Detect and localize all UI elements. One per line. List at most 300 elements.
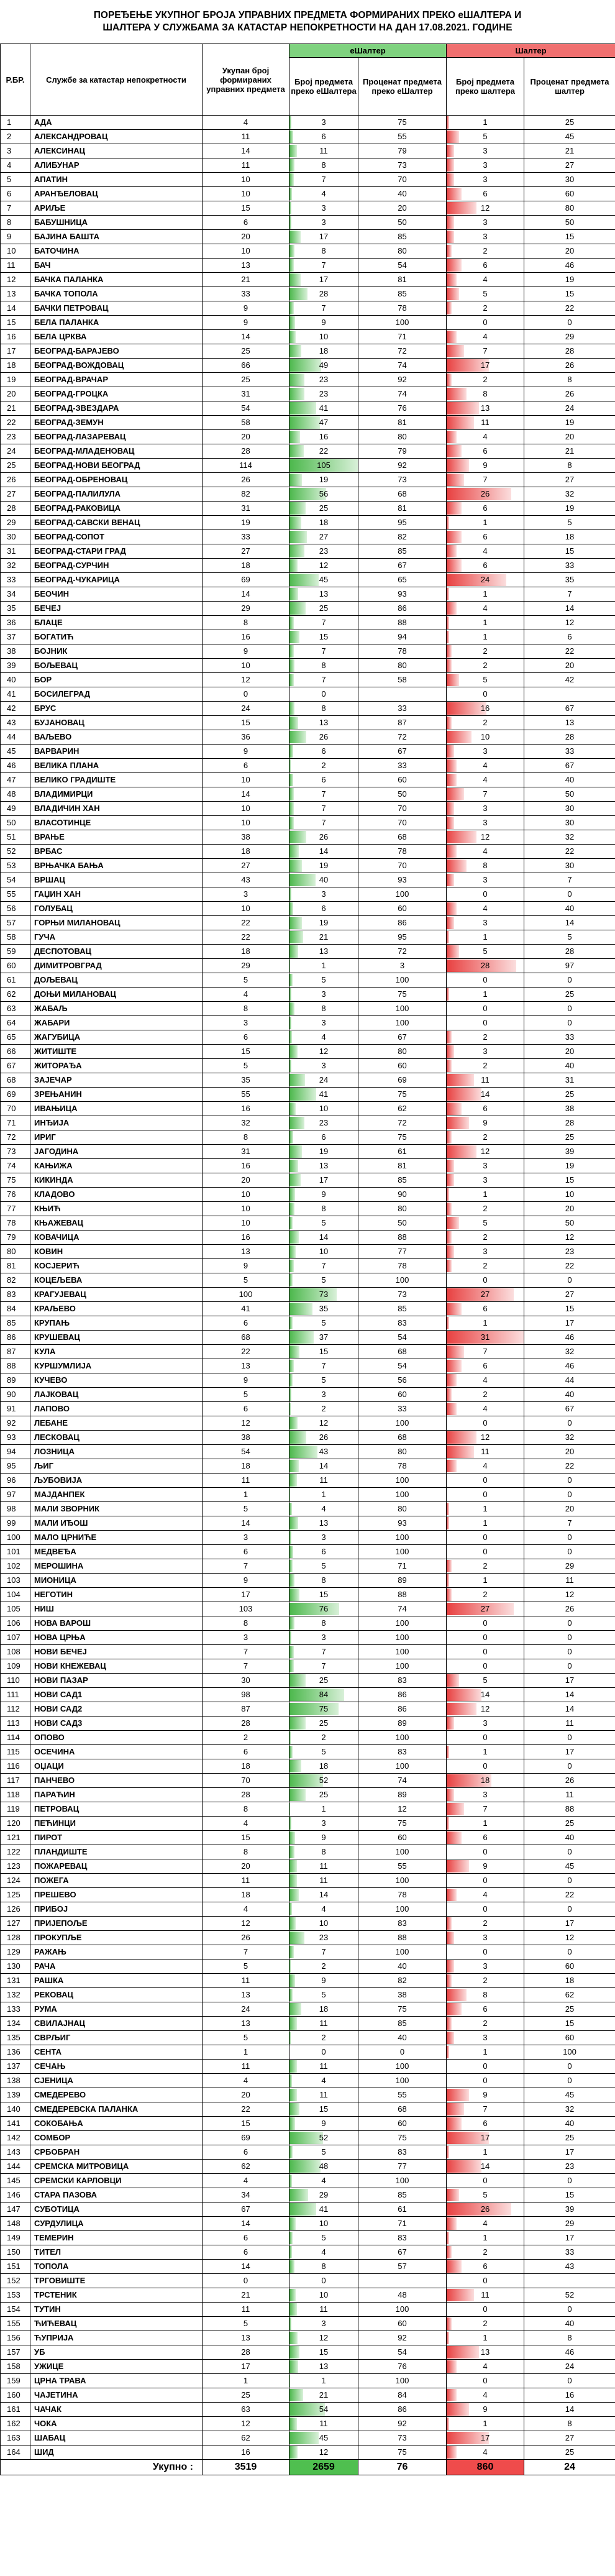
esalter-percent: 80 — [358, 1202, 447, 1216]
total-count: 5 — [203, 1960, 289, 1974]
esalter-count-value: 4 — [321, 2076, 326, 2085]
salter-percent: 15 — [524, 2188, 615, 2202]
salter-count — [447, 1731, 524, 1745]
salter-percent: 12 — [524, 1931, 615, 1945]
esalter-percent: 83 — [358, 1674, 447, 1688]
esalter-databar — [289, 1960, 291, 1973]
salter-databar — [447, 531, 462, 543]
esalter-databar — [289, 645, 294, 658]
salter-count-value: 3 — [483, 175, 488, 184]
total-count: 1 — [203, 2374, 289, 2388]
row-number: 128 — [1, 1931, 30, 1945]
total-count: 33 — [203, 530, 289, 544]
esalter-count — [289, 830, 358, 845]
salter-databar — [447, 802, 454, 815]
esalter-percent: 100 — [358, 1273, 447, 1288]
salter-percent: 17 — [524, 1917, 615, 1931]
row-number: 155 — [1, 2317, 30, 2331]
table-row — [1, 1445, 615, 1459]
salter-percent: 8 — [524, 459, 615, 473]
table-row — [1, 1516, 615, 1531]
esalter-databar — [289, 2017, 297, 2030]
salter-count — [447, 430, 524, 444]
salter-percent: 24 — [524, 401, 615, 416]
esalter-databar — [289, 2132, 323, 2144]
esalter-count-value: 5 — [321, 975, 326, 984]
esalter-percent: 86 — [358, 1688, 447, 1702]
salter-percent: 8 — [524, 2417, 615, 2431]
salter-percent: 40 — [524, 1059, 615, 1073]
esalter-count-value: 5 — [321, 2233, 326, 2242]
esalter-count — [289, 673, 358, 687]
salter-count-value: 17 — [480, 2133, 490, 2142]
salter-databar — [447, 545, 457, 557]
salter-percent: 40 — [524, 1831, 615, 1845]
esalter-count — [289, 473, 358, 487]
row-number: 71 — [1, 1116, 30, 1130]
table-row — [1, 2045, 615, 2060]
salter-percent — [524, 2274, 615, 2288]
esalter-percent: 33 — [358, 1402, 447, 1416]
salter-percent: 8 — [524, 2331, 615, 2345]
esalter-databar — [289, 902, 293, 915]
esalter-percent: 100 — [358, 1902, 447, 1917]
row-number: 32 — [1, 559, 30, 573]
table-row — [1, 1631, 615, 1645]
salter-databar — [447, 1517, 449, 1529]
total-count: 10 — [203, 902, 289, 916]
salter-databar — [447, 1446, 474, 1458]
salter-percent: 20 — [524, 1202, 615, 1216]
salter-databar — [447, 1217, 459, 1229]
esalter-percent: 81 — [358, 502, 447, 516]
table-row — [1, 1231, 615, 1245]
esalter-count — [289, 401, 358, 416]
table-row — [1, 2274, 615, 2288]
esalter-databar — [289, 1217, 293, 1229]
total-count: 31 — [203, 387, 289, 401]
row-number: 151 — [1, 2260, 30, 2274]
office-name: БЕОГРАД-СОПОТ — [30, 530, 203, 544]
office-name: ЧАЧАК — [30, 2403, 203, 2417]
esalter-count — [289, 2431, 358, 2445]
esalter-count — [289, 1845, 358, 1859]
salter-databar — [447, 502, 462, 515]
esalter-percent: 100 — [358, 1416, 447, 1431]
salter-percent: 17 — [524, 2145, 615, 2160]
esalter-databar — [289, 1703, 339, 1715]
salter-percent: 25 — [524, 2131, 615, 2145]
row-number: 145 — [1, 2174, 30, 2188]
salter-count-value: 0 — [483, 2061, 488, 2071]
office-name: КЊАЖЕВАЦ — [30, 1216, 203, 1231]
salter-count — [447, 1802, 524, 1817]
salter-percent: 0 — [524, 1545, 615, 1559]
salter-databar — [447, 1088, 481, 1101]
salter-count — [447, 745, 524, 759]
table-row — [1, 173, 615, 187]
esalter-databar — [289, 1803, 290, 1815]
row-number: 135 — [1, 2031, 30, 2045]
total-count: 16 — [203, 1102, 289, 1116]
total-count: 7 — [203, 1945, 289, 1960]
table-row — [1, 1859, 615, 1874]
total-count: 22 — [203, 1345, 289, 1359]
table-row — [1, 1917, 615, 1931]
esalter-count-value: 11 — [319, 2304, 328, 2314]
esalter-databar — [289, 1002, 294, 1015]
esalter-databar — [289, 316, 295, 329]
salter-count-value: 2 — [483, 2319, 488, 2328]
total-count: 3 — [203, 1016, 289, 1030]
salter-count — [447, 344, 524, 359]
row-number: 67 — [1, 1059, 30, 1073]
esalter-count-value: 11 — [319, 1861, 328, 1871]
esalter-databar — [289, 1145, 302, 1158]
esalter-databar — [289, 531, 307, 543]
office-name: СМЕДЕРЕВО — [30, 2088, 203, 2102]
esalter-percent: 95 — [358, 516, 447, 530]
esalter-databar — [289, 1060, 291, 1072]
office-name: ПРИБОЈ — [30, 1902, 203, 1917]
esalter-count-value: 19 — [319, 918, 329, 927]
esalter-count — [289, 2403, 358, 2417]
row-number: 103 — [1, 1574, 30, 1588]
table-row — [1, 1802, 615, 1817]
row-number: 40 — [1, 673, 30, 687]
esalter-count-value: 19 — [319, 475, 329, 484]
salter-databar — [447, 2360, 457, 2373]
header-esalter-group: еШалтер — [289, 44, 447, 58]
esalter-databar — [289, 1160, 298, 1172]
total-count: 10 — [203, 1188, 289, 1202]
row-number: 20 — [1, 387, 30, 401]
esalter-count — [289, 1516, 358, 1531]
salter-count-value: 6 — [483, 503, 488, 513]
office-name: ВРЊАЧКА БАЊА — [30, 859, 203, 873]
salter-percent: 20 — [524, 244, 615, 259]
total-count: 103 — [203, 1602, 289, 1616]
salter-count-value: 2 — [483, 1032, 488, 1042]
office-name: МЕРОШИНА — [30, 1559, 203, 1574]
esalter-count — [289, 602, 358, 616]
salter-percent: 22 — [524, 1259, 615, 1273]
salter-percent: 50 — [524, 787, 615, 802]
salter-count — [447, 2260, 524, 2274]
esalter-databar — [289, 1503, 292, 1515]
total-count: 21 — [203, 2288, 289, 2303]
office-name: СУРДУЛИЦА — [30, 2217, 203, 2231]
esalter-count-value: 2 — [321, 1404, 326, 1413]
salter-count — [447, 2303, 524, 2317]
esalter-databar — [289, 474, 302, 486]
salter-databar — [447, 1831, 462, 1844]
salter-percent: 0 — [524, 2303, 615, 2317]
total-count: 8 — [203, 1802, 289, 1817]
salter-percent: 0 — [524, 2060, 615, 2074]
salter-percent: 25 — [524, 2445, 615, 2460]
salter-count — [447, 2160, 524, 2174]
salter-percent: 60 — [524, 187, 615, 201]
esalter-count — [289, 745, 358, 759]
esalter-count — [289, 773, 358, 787]
table-row — [1, 530, 615, 544]
total-count: 0 — [203, 2274, 289, 2288]
esalter-count-value: 7 — [321, 789, 326, 799]
esalter-count — [289, 1059, 358, 1073]
salter-count — [447, 259, 524, 273]
table-row — [1, 630, 615, 644]
esalter-databar — [289, 2346, 299, 2358]
total-count: 6 — [203, 2245, 289, 2260]
office-name: БЕОГРАД-СУРЧИН — [30, 559, 203, 573]
esalter-databar — [289, 774, 293, 786]
esalter-databar — [289, 1031, 292, 1043]
esalter-percent: 88 — [358, 1231, 447, 1245]
salter-percent: 8 — [524, 373, 615, 387]
esalter-databar — [289, 1331, 314, 1344]
office-name: ЛАЈКОВАЦ — [30, 1388, 203, 1402]
row-number: 14 — [1, 301, 30, 316]
office-name: СРБОБРАН — [30, 2145, 203, 2160]
salter-count — [447, 2331, 524, 2345]
office-name: АРАНЂЕЛОВАЦ — [30, 187, 203, 201]
row-number: 11 — [1, 259, 30, 273]
salter-databar — [447, 2146, 449, 2158]
esalter-count — [289, 1888, 358, 1902]
office-name: ПИРОТ — [30, 1831, 203, 1845]
table-row — [1, 273, 615, 287]
esalter-count-value: 84 — [319, 1690, 329, 1699]
total-count: 12 — [203, 2417, 289, 2431]
esalter-databar — [289, 1989, 293, 2001]
salter-count — [447, 673, 524, 687]
esalter-databar — [289, 1846, 294, 1858]
esalter-databar — [289, 2089, 297, 2101]
esalter-count-value: 4 — [321, 189, 326, 198]
salter-count-value: 5 — [483, 1675, 488, 1685]
salter-count — [447, 516, 524, 530]
esalter-percent: 54 — [358, 2345, 447, 2360]
salter-count-value: 0 — [483, 2176, 488, 2185]
table-row — [1, 1073, 615, 1088]
salter-count-value: 4 — [483, 761, 488, 770]
row-number: 84 — [1, 1302, 30, 1316]
office-name: ПАНЧЕВО — [30, 1774, 203, 1788]
salter-count — [447, 1845, 524, 1859]
row-number: 125 — [1, 1888, 30, 1902]
total-count: 18 — [203, 559, 289, 573]
salter-percent: 29 — [524, 1559, 615, 1574]
salter-databar — [447, 1588, 452, 1601]
row-number: 89 — [1, 1373, 30, 1388]
salter-count-value: 3 — [483, 1161, 488, 1170]
office-name: ШАБАЦ — [30, 2431, 203, 2445]
esalter-databar — [289, 1203, 294, 1215]
esalter-percent: 12 — [358, 1802, 447, 1817]
salter-count — [447, 1316, 524, 1331]
esalter-databar — [289, 1360, 294, 1372]
esalter-percent: 55 — [358, 130, 447, 144]
salter-percent: 60 — [524, 1960, 615, 1974]
salter-count-value: 2 — [483, 1590, 488, 1599]
office-name: АЛЕКСИНАЦ — [30, 144, 203, 158]
esalter-databar — [289, 559, 298, 572]
salter-count-value: 7 — [483, 346, 488, 355]
total-count: 70 — [203, 1774, 289, 1788]
salter-count-value: 6 — [483, 532, 488, 541]
esalter-count — [289, 373, 358, 387]
office-name: БЕОГРАД-РАКОВИЦА — [30, 502, 203, 516]
salter-count-value: 3 — [483, 1047, 488, 1056]
salter-count — [447, 2088, 524, 2102]
esalter-databar — [289, 1017, 291, 1029]
salter-count — [447, 1616, 524, 1631]
esalter-databar — [289, 1517, 298, 1529]
esalter-count-value: 18 — [319, 1761, 329, 1771]
salter-percent: 40 — [524, 2117, 615, 2131]
esalter-percent: 72 — [358, 945, 447, 959]
salter-count-value: 1 — [483, 1575, 488, 1585]
esalter-percent: 83 — [358, 1316, 447, 1331]
total-count: 27 — [203, 544, 289, 559]
office-name: НОВИ САД2 — [30, 1702, 203, 1717]
salter-count — [447, 287, 524, 301]
total-count: 68 — [203, 1331, 289, 1345]
esalter-databar — [289, 188, 292, 200]
salter-percent: 17 — [524, 1316, 615, 1331]
salter-databar — [447, 2089, 469, 2101]
salter-count — [447, 144, 524, 158]
esalter-count-value: 13 — [319, 589, 329, 598]
esalter-percent: 83 — [358, 1745, 447, 1759]
esalter-count — [289, 573, 358, 587]
esalter-databar — [289, 974, 293, 986]
office-name: БЕЛА ПАЛАНКА — [30, 316, 203, 330]
table-row — [1, 2131, 615, 2145]
esalter-count — [289, 1288, 358, 1302]
esalter-count-value: 5 — [321, 1275, 326, 1285]
salter-percent: 24 — [524, 2360, 615, 2374]
salter-percent: 0 — [524, 2074, 615, 2088]
esalter-databar — [289, 1660, 294, 1672]
esalter-count-value: 48 — [319, 2161, 329, 2171]
row-number: 127 — [1, 1917, 30, 1931]
office-name: БАЧКА ТОПОЛА — [30, 287, 203, 301]
esalter-databar — [289, 502, 306, 515]
esalter-count-value: 8 — [321, 160, 326, 170]
table-row — [1, 616, 615, 630]
totals-total: 3519 — [203, 2460, 289, 2475]
esalter-count — [289, 1073, 358, 1088]
esalter-databar — [289, 1603, 339, 1615]
esalter-databar — [289, 2003, 301, 2015]
salter-percent: 35 — [524, 573, 615, 587]
salter-count-value: 4 — [483, 2219, 488, 2228]
salter-count — [447, 959, 524, 973]
table-row — [1, 1102, 615, 1116]
salter-count — [447, 1602, 524, 1616]
salter-count-value: 9 — [483, 2090, 488, 2099]
office-name: РУМА — [30, 2002, 203, 2017]
salter-count-value: 17 — [480, 2433, 490, 2442]
total-count: 38 — [203, 830, 289, 845]
office-name: УБ — [30, 2345, 203, 2360]
salter-count-value: 7 — [483, 2104, 488, 2114]
esalter-count — [289, 201, 358, 216]
salter-percent: 27 — [524, 158, 615, 173]
salter-count — [447, 2374, 524, 2388]
salter-count — [447, 1359, 524, 1373]
esalter-databar — [289, 988, 291, 1001]
esalter-percent: 74 — [358, 387, 447, 401]
salter-databar — [447, 874, 454, 886]
esalter-count-value: 2 — [321, 761, 326, 770]
salter-count — [447, 2288, 524, 2303]
header-s-count: Број предмета преко шалтера — [447, 58, 524, 116]
office-name: УЖИЦЕ — [30, 2360, 203, 2374]
total-count: 18 — [203, 845, 289, 859]
esalter-count — [289, 2445, 358, 2460]
salter-percent: 0 — [524, 1616, 615, 1631]
salter-count-value: 3 — [483, 1175, 488, 1185]
esalter-percent: 70 — [358, 816, 447, 830]
office-name: ГАЏИН ХАН — [30, 887, 203, 902]
salter-count-value: 6 — [483, 1833, 488, 1842]
row-number: 109 — [1, 1659, 30, 1674]
esalter-count — [289, 1373, 358, 1388]
salter-percent: 22 — [524, 1459, 615, 1474]
total-count: 55 — [203, 1088, 289, 1102]
esalter-count-value: 19 — [319, 1147, 329, 1156]
esalter-count-value: 5 — [321, 1218, 326, 1227]
salter-percent: 10 — [524, 1188, 615, 1202]
table-body — [1, 116, 615, 2460]
esalter-databar — [289, 631, 299, 643]
salter-percent: 15 — [524, 1173, 615, 1188]
table-row — [1, 1774, 615, 1788]
salter-count-value: 5 — [483, 289, 488, 298]
esalter-count — [289, 1931, 358, 1945]
total-count: 41 — [203, 1302, 289, 1316]
salter-databar — [447, 2160, 481, 2173]
esalter-percent: 74 — [358, 1774, 447, 1788]
table-row — [1, 2217, 615, 2231]
salter-count — [447, 1688, 524, 1702]
header-e-count: Број предмета преко еШалтера — [289, 58, 358, 116]
table-row — [1, 716, 615, 730]
esalter-count-value: 25 — [319, 1718, 329, 1728]
row-number: 118 — [1, 1788, 30, 1802]
table-row — [1, 916, 615, 930]
total-count: 10 — [203, 173, 289, 187]
salter-percent: 26 — [524, 359, 615, 373]
esalter-percent — [358, 2274, 447, 2288]
salter-count — [447, 2074, 524, 2088]
esalter-databar — [289, 1917, 296, 1930]
table-row — [1, 587, 615, 602]
esalter-percent: 71 — [358, 1559, 447, 1574]
total-count: 6 — [203, 2231, 289, 2245]
esalter-count-value: 0 — [321, 2276, 326, 2285]
salter-count-value: 2 — [483, 718, 488, 727]
salter-count — [447, 1888, 524, 1902]
office-name: ТРГОВИШТЕ — [30, 2274, 203, 2288]
esalter-count-value: 10 — [319, 1918, 329, 1928]
esalter-percent: 83 — [358, 2231, 447, 2245]
row-number: 87 — [1, 1345, 30, 1359]
esalter-count-value: 7 — [321, 1947, 326, 1956]
